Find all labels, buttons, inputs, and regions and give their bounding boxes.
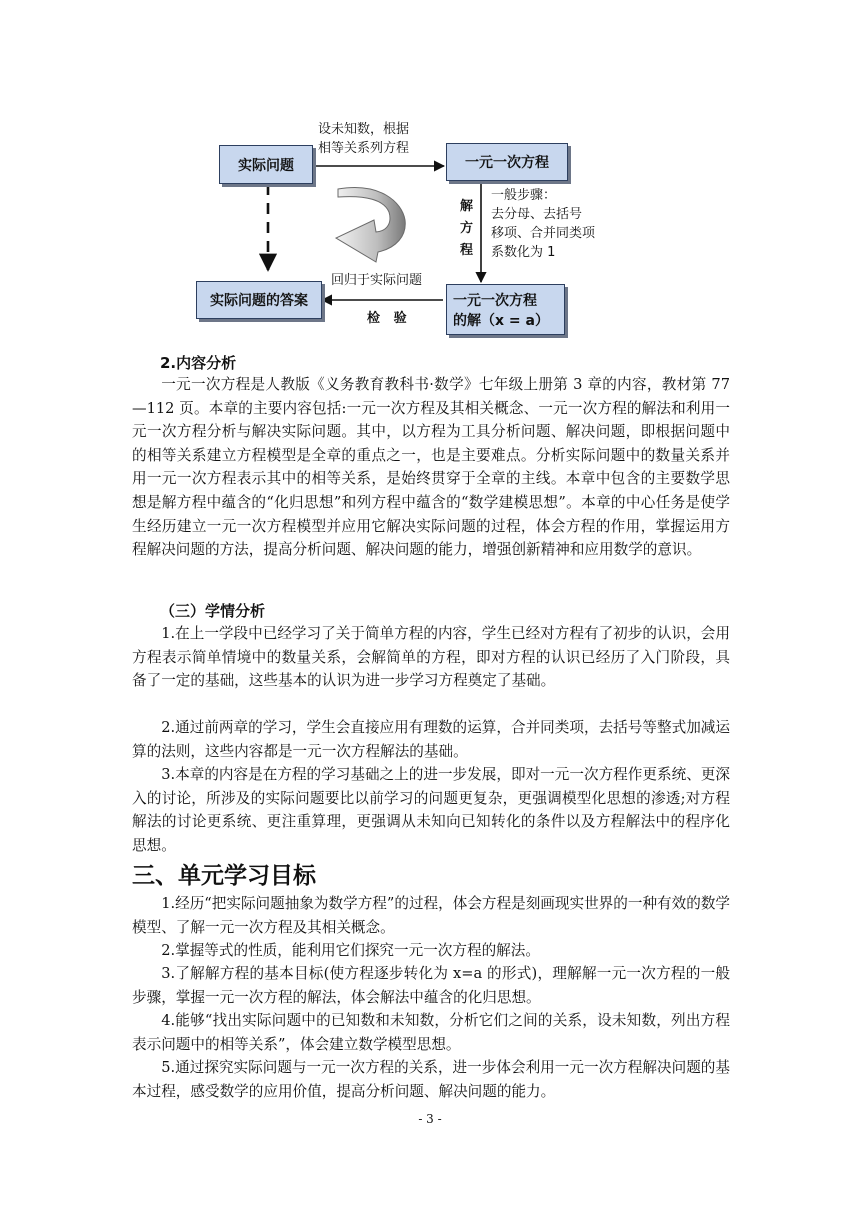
page-number: - 3 - [418, 1112, 442, 1126]
side-label-jie: 解 [460, 199, 474, 214]
goal-paragraph-4: 4.能够“找出实际问题中的已知数和未知数，分析它们之间的关系，设未知数，列出方程表示问题中的相等关系”，体会建立数学模型思想。 [132, 1012, 730, 1053]
learning-goals-heading: 三、单元学习目标 [132, 863, 316, 889]
box-actual-problem: 实际问题 [219, 145, 313, 184]
learner-paragraph-3: 3.本章的内容是在方程的学习基础之上的进一步发展，即对一元一次方程作更系统、更深入的讨论，所涉及的实际问题要比以前学习的问题更复杂，更强调模型化思想的渗透;对方程解法的讨论更系统、更注重算理，更强调从未知向已知转化的条件以及方程解法中的程序化思想。 [132, 766, 730, 854]
learner-paragraph-2: 2.通过前两章的学习，学生会直接应用有理数的运算，合并同类项，去括号等整式加减运算的法则，这些内容都是一元一次方程解法的基础。 [132, 719, 730, 760]
learner-paragraph-1: 1.在上一学段中已经学习了关于简单方程的内容，学生已经对方程有了初步的认识，会用方程表示简单情境中的数量关系，会解简单的方程，即对方程的认识已经历了入门阶段，具备了一定的基础，这些基本的认识为进一步学习方程奠定了基础。 [132, 625, 730, 690]
steps-line-1: 去分母、去括号 [491, 207, 583, 222]
check-label: 检 验 [367, 311, 407, 326]
swirl-arrow-icon [336, 188, 405, 262]
content-analysis-heading: 2.内容分析 [160, 354, 237, 372]
arrow-top-label-2: 相等关系列方程 [318, 141, 410, 156]
steps-line-2: 移项、合并同类项 [491, 226, 596, 241]
side-label-fang: 方 [460, 221, 474, 236]
goal-paragraph-2: 2.掌握等式的性质，能利用它们探究一元一次方程的解法。 [161, 942, 540, 959]
side-label-cheng: 程 [460, 243, 474, 258]
learner-analysis-heading: （三）学情分析 [160, 602, 266, 620]
arrow-top-label-1: 设未知数，根据 [318, 122, 410, 137]
steps-line-3: 系数化为 1 [491, 245, 556, 260]
solution-line-1: 一元一次方程 [453, 292, 537, 309]
box-linear-equation: 一元一次方程 [446, 143, 568, 181]
goal-paragraph-3: 3.了解解方程的基本目标(使方程逐步转化为 x=a 的形式)，理解解一元一次方程的一般步骤，掌握一元一次方程的解法，体会解法中蕴含的化归思想。 [132, 965, 730, 1006]
box-problem-answer: 实际问题的答案 [196, 281, 322, 319]
solution-line-2: 的解（x = a） [453, 312, 549, 329]
goal-paragraph-5: 5.通过探究实际问题与一元一次方程的关系，进一步体会利用一元一次方程解决问题的基本过程，感受数学的应用价值，提高分析问题、解决问题的能力。 [132, 1059, 730, 1100]
content-analysis-paragraph: 一元一次方程是人教版《义务教育教科书·数学》七年级上册第 3 章的内容，教材第 77—112 页。本章的主要内容包括:一元一次方程及其相关概念、一元一次方程的解法和利用一元一次方程分析与解决实际问题。其中，以方程为工具分析问题、解决问题，即根据问题中的相等关系建立方程模型是全章的重点之一，也是主要难点。分析实际问题中的数量关系并用一元一次方程表示其中的相等关系，是始终贯穿于全章的主线。本章中包含的主要数学思想是解方程中蕴含的“化归思想”和列方程中蕴含的“数学建模思想”。本章的中心任务是使学生经历建立一元一次方程模型并应用它解决实际问题的过程，体会方程的作用，掌握运用方程解决问题的方法，提高分析问题、解决问题的能力，增强创新精神和应用数学的意识。 [132, 376, 730, 559]
return-label: 回归于实际问题 [331, 273, 423, 288]
goal-paragraph-1: 1.经历“把实际问题抽象为数学方程”的过程，体会方程是刻画现实世界的一种有效的数学模型、了解一元一次方程及其相关概念。 [132, 895, 731, 936]
diagram-connectors [0, 0, 860, 345]
box-equation-solution [446, 284, 565, 335]
steps-title: 一般步骤： [491, 188, 557, 203]
